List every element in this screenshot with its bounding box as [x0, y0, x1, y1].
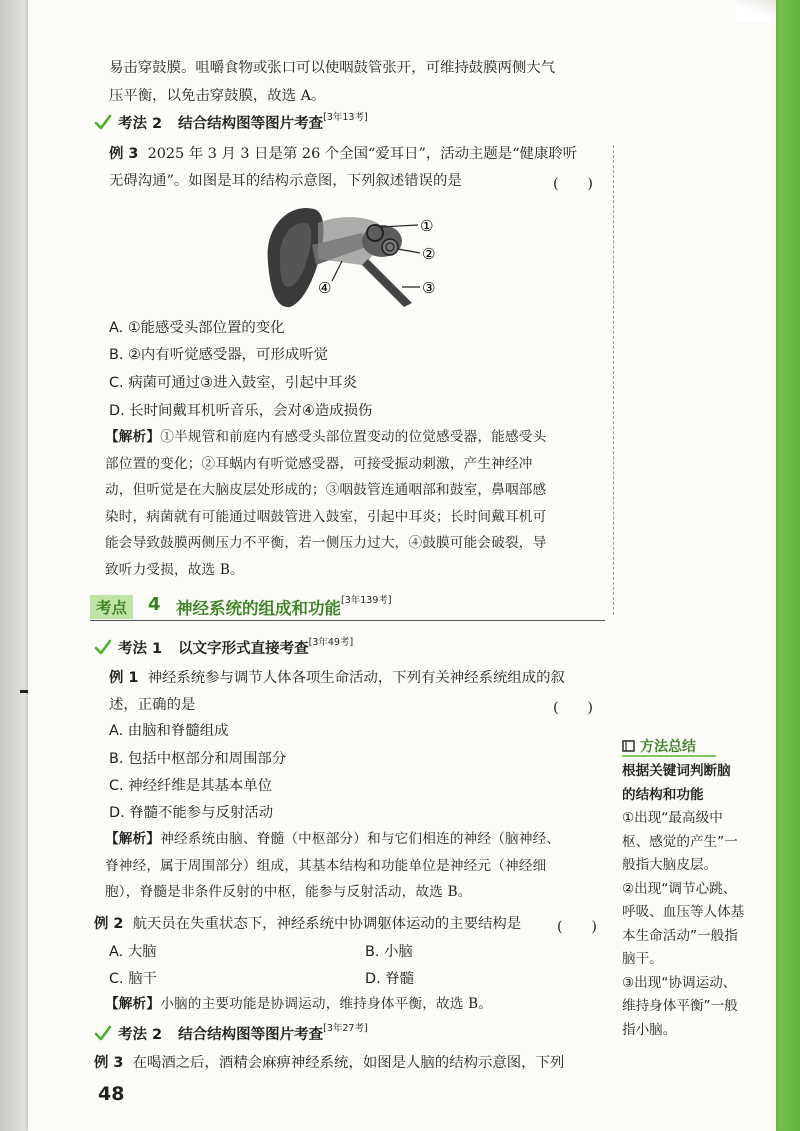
option-d: D. 长时间戴耳机听音乐，会对④造成损伤: [109, 403, 373, 419]
example-2-line-1: 例 2 航天员在失重状态下，神经系统中协调躯体运动的主要结构是: [94, 916, 522, 932]
method-count: [3年49考]: [308, 636, 354, 648]
method-label: 考法 2: [118, 1026, 163, 1043]
ear-structure-diagram: [262, 203, 448, 311]
option-d: D. 脊髓: [365, 971, 415, 987]
example-3-line-2: 无碍沟通”。如图是耳的结构示意图，下列叙述错误的是: [109, 173, 462, 189]
intro-line-1: 易击穿鼓膜。咀嚼食物或张口可以使咽鼓管张开，可维持鼓膜两侧大气: [109, 60, 556, 76]
example-label: 例 3: [109, 146, 139, 162]
answer-parenthesis: ( ): [557, 919, 598, 935]
example-label: 例 1: [109, 670, 139, 686]
example-1-line-2: 述，正确的是: [109, 697, 196, 713]
example-label: 例 2: [94, 916, 124, 932]
method-title: 结合结构图等图片考查[3年13考]: [178, 111, 368, 132]
option-c: C. 神经纤维是其基本单位: [109, 778, 273, 794]
option-c: C. 病菌可通过③进入鼓室，引起中耳炎: [109, 375, 357, 391]
check-icon: [94, 1024, 112, 1042]
section-title: 神经系统的组成和功能[3年139考]: [176, 595, 392, 618]
check-icon: [94, 113, 112, 131]
analysis-label: 【解析】: [105, 831, 161, 847]
fig-label-3: ③: [422, 279, 436, 297]
margin-divider: [613, 145, 615, 615]
method-count: [3年13考]: [323, 111, 368, 123]
option-c: C. 脑干: [109, 971, 157, 987]
section-number: 4: [148, 594, 161, 615]
analysis-block-3: 【解析】小脑的主要功能是协调运动，维持身体平衡，故选 B。: [105, 996, 493, 1012]
example-3-line-1: 例 3 2025 年 3 月 3 日是第 26 个全国“爱耳日”，活动主题是“健康聆听: [109, 146, 578, 162]
section-count: [3年139考]: [341, 595, 392, 606]
option-d: D. 脊髓不能参与反射活动: [109, 805, 274, 821]
analysis-block-1: 【解析】①半规管和前庭内有感受头部位置变动的位觉感受器，能感受头 部位置的变化；②耳蜗内有听觉感受器，可接受振动刺激，产生神经冲 动，但听觉是在大脑皮层处形成的；③咽鼓管连通咽部和鼓室，鼻咽部感 染时，病菌就有可能通过咽鼓管进入鼓室，引起中耳炎；长时间戴耳机可 能会导致鼓膜两侧压力不平衡，若一侧压力过大，④鼓膜可能会破裂，导 致听力受损，故选 B。: [105, 429, 547, 578]
fig-label-1: ①: [420, 217, 434, 235]
answer-parenthesis: ( ): [553, 176, 594, 192]
analysis-block-2: 【解析】神经系统由脑、脊髓（中枢部分）和与它们相连的神经（脑神经、 脊神经，属于周围部分）组成，其基本结构和功能单位是神经元（神经细 胞），脊髓是非条件反射的中枢，能参与反射活动，故选 B。: [105, 831, 561, 901]
method-summary-sidebar: [622, 736, 772, 1042]
option-b: B. 小脑: [365, 944, 413, 960]
method-heading-a: [94, 111, 368, 133]
method-heading-b: [94, 636, 353, 658]
option-a: A. 由脑和脊髓组成: [109, 723, 229, 739]
fig-label-2: ②: [422, 245, 436, 263]
method-count: [3年27考]: [323, 1022, 368, 1034]
option-b: B. 包括中枢部分和周围部分: [109, 751, 287, 767]
method-label: 考法 2: [118, 115, 163, 132]
section-heading: [90, 593, 605, 622]
sidebar-title-underline: [622, 755, 716, 757]
sidebar-text: 根据关键词判断脑 的结构和功能 ①出现“最高级中 枢、感觉的产生”一 般指大脑皮层。 ②出现“调节心跳、 呼吸、血压等人体基 本生命活动”一般指 脑干。 ③出现“协调运动、 维持身体平衡”一般 指小脑。: [622, 763, 745, 1038]
analysis-label: 【解析】: [105, 429, 161, 445]
sidebar-title: 方法总结: [622, 736, 772, 756]
option-a: A. 大脑: [109, 944, 157, 960]
binding-mark: [20, 690, 28, 693]
page-number: 48: [98, 1083, 125, 1105]
book-icon: [622, 739, 636, 753]
method-title: 结合结构图等图片考查[3年27考]: [178, 1022, 368, 1043]
analysis-label: 【解析】: [105, 996, 161, 1012]
fig-label-4: ④: [318, 279, 332, 297]
intro-line-2: 压平衡，以免击穿鼓膜，故选 A。: [109, 88, 326, 104]
option-a: A. ①能感受头部位置的变化: [109, 320, 285, 336]
example-1-line-1: 例 1 神经系统参与调节人体各项生命活动，下列有关神经系统组成的叙: [109, 670, 565, 686]
option-b: B. ②内有听觉感受器，可形成听觉: [109, 347, 329, 363]
answer-parenthesis: ( ): [553, 700, 594, 716]
section-rule: [90, 620, 605, 621]
example-label: 例 3: [94, 1055, 124, 1071]
page-corner: [736, 0, 776, 22]
method-heading-c: [94, 1022, 368, 1044]
method-title: 以文字形式直接考查[3年49考]: [178, 636, 354, 657]
example-3b-line-1: 例 3 在喝酒之后，酒精会麻痹神经系统，如图是人脑的结构示意图，下列: [94, 1055, 565, 1071]
method-label: 考法 1: [118, 640, 163, 657]
check-icon: [94, 638, 112, 656]
section-tag: 考点: [90, 595, 133, 619]
